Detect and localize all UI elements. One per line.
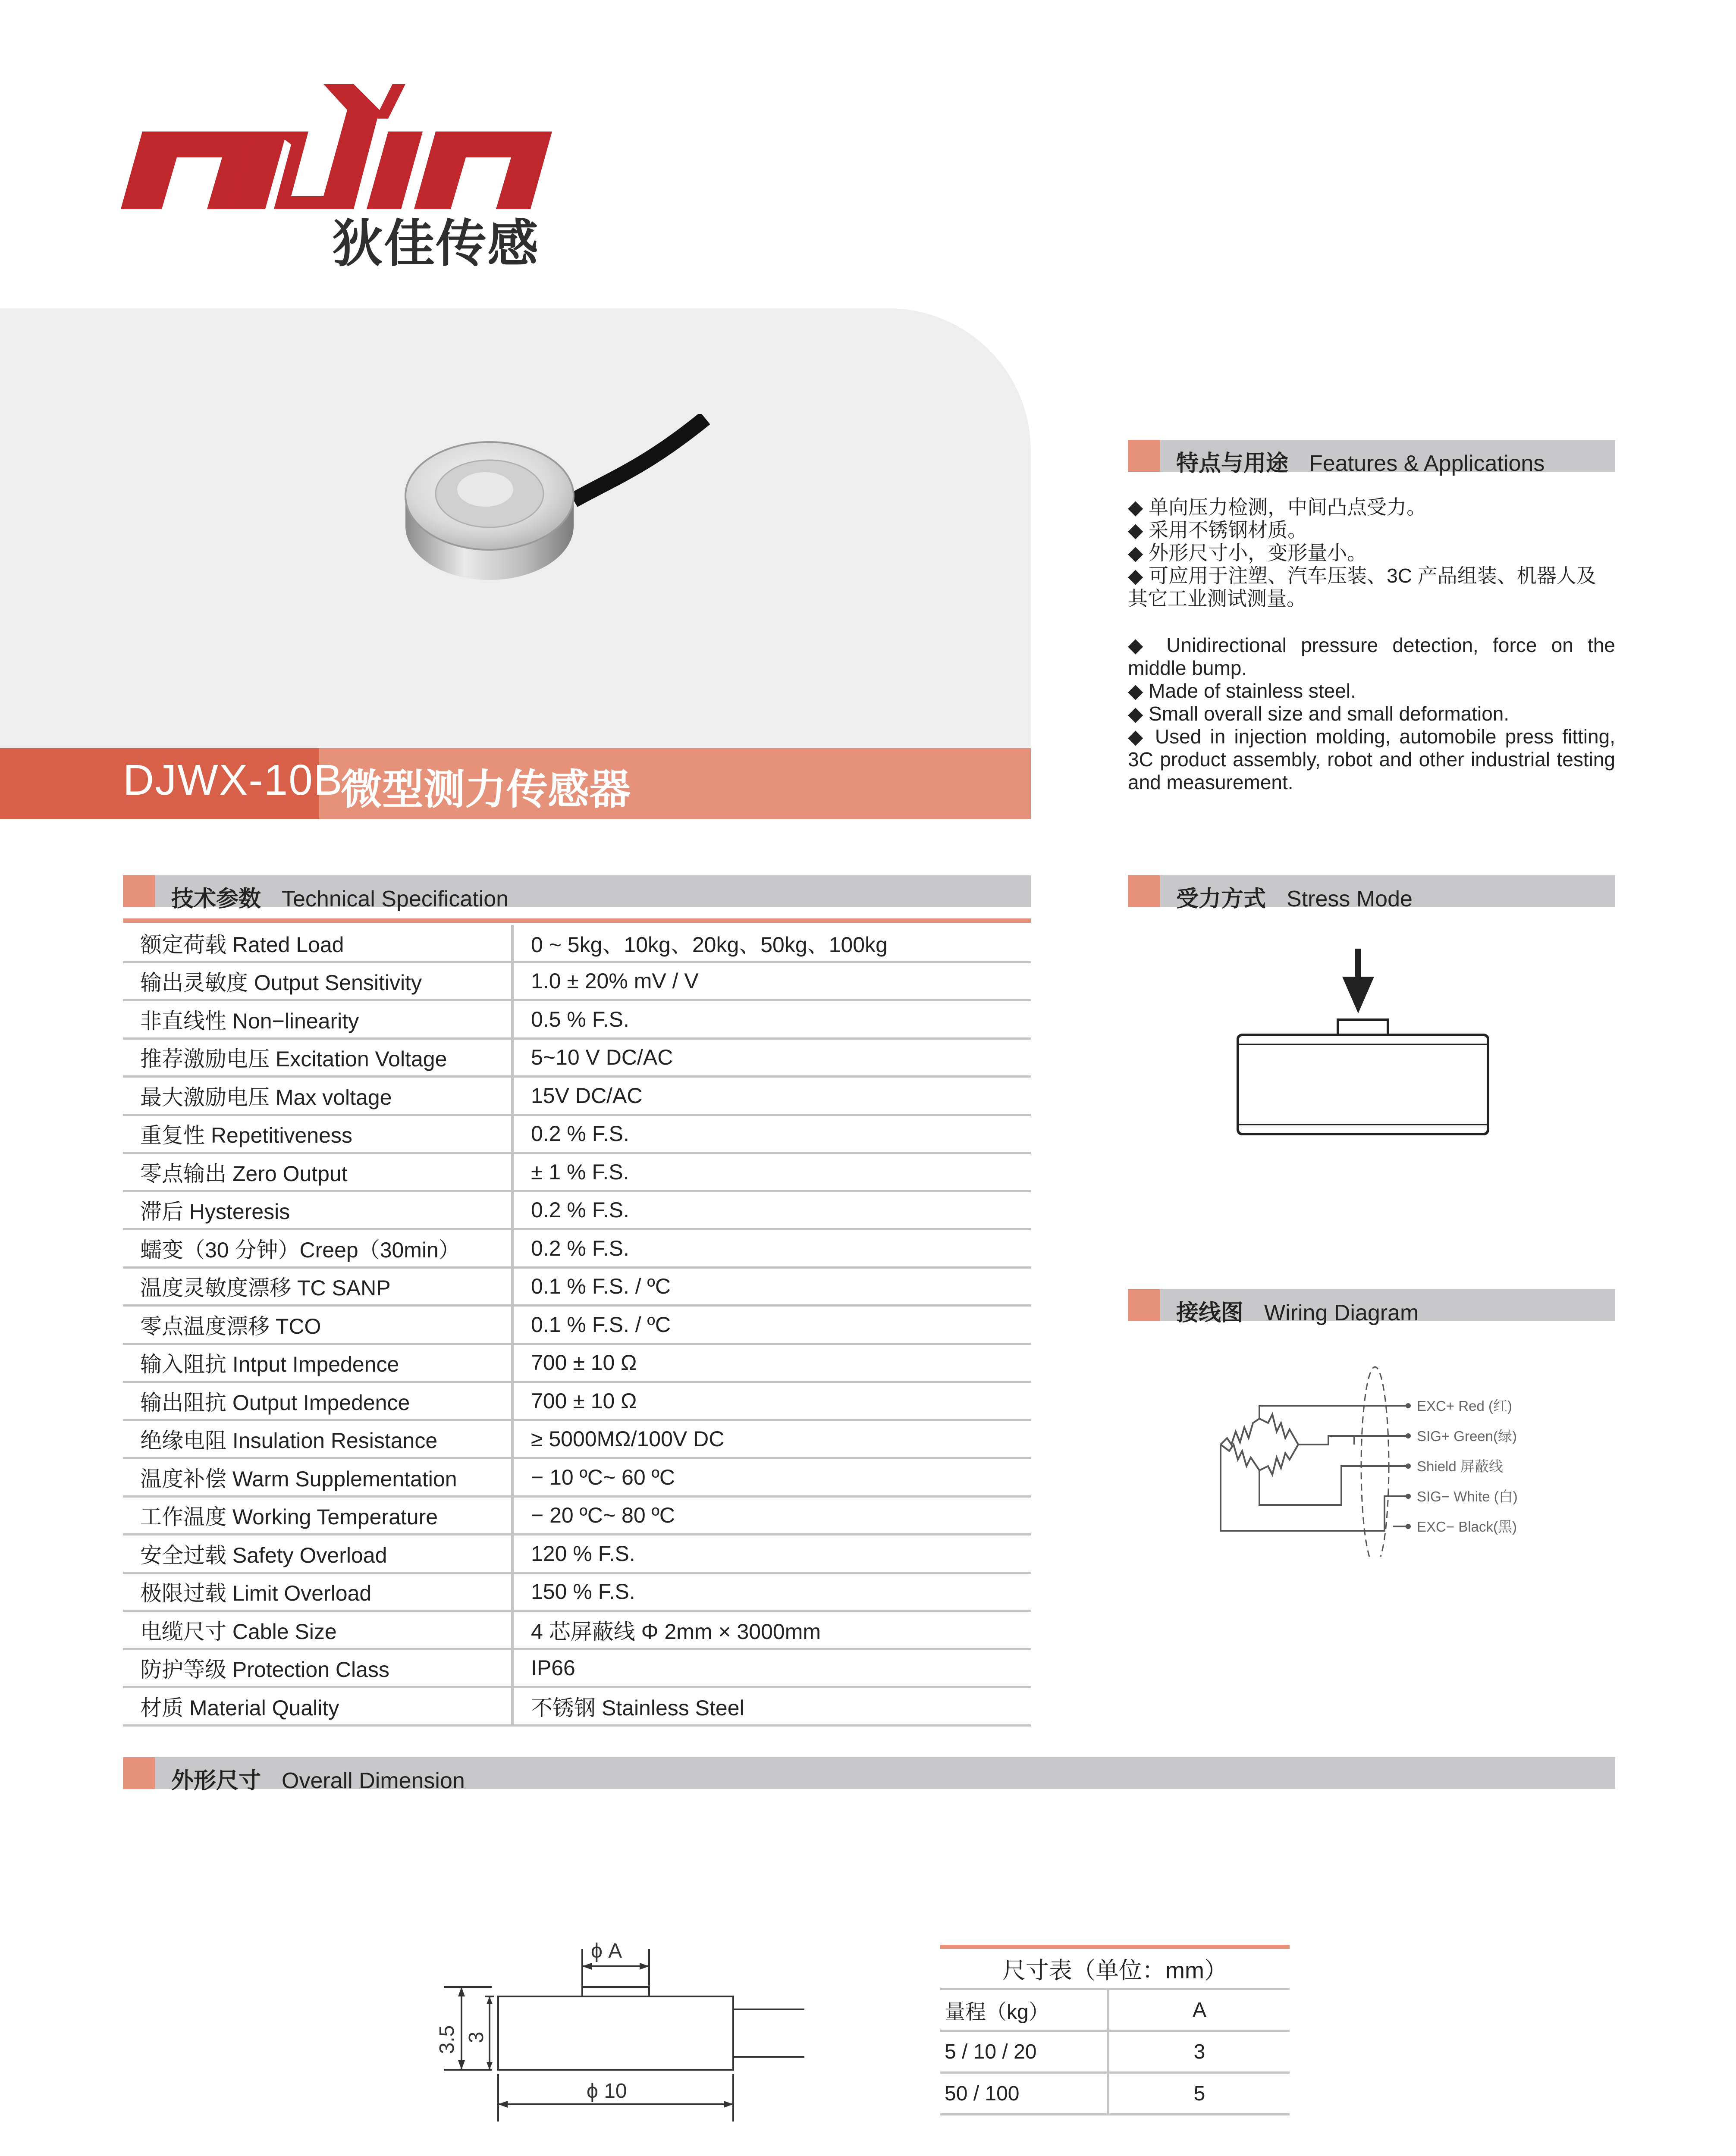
section-chip [123, 1757, 155, 1789]
table-row [123, 1344, 1031, 1382]
table-row [940, 2031, 1290, 2073]
stress-header-en: Stress Mode [1287, 887, 1413, 912]
spec-value: 0.2 % F.S. [512, 1115, 1031, 1153]
spec-label: 额定荷载 Rated Load [123, 925, 512, 962]
feature-en-2: ◆ Made of stainless steel. [1128, 680, 1356, 702]
section-chip [123, 875, 155, 907]
spec-header [123, 875, 1031, 912]
spec-label: 输入阻抗 Intput Impedence [123, 1344, 512, 1382]
spec-label: 绝缘电阻 Insulation Resistance [123, 1420, 512, 1458]
table-row [123, 1420, 1031, 1458]
spec-value: 700 ± 10 Ω [512, 1382, 1031, 1420]
spec-value: 15V DC/AC [512, 1077, 1031, 1115]
dim-label-3: 3 [465, 2031, 488, 2043]
spec-table [123, 925, 1031, 1727]
features-header-en: Features & Applications [1309, 451, 1545, 476]
feature-en-4: ◆ Used in injection molding, automobile press fitting, 3C product assembly, robot and other industrial testing and measurement. [1128, 725, 1615, 793]
spec-label: 零点输出 Zero Output [123, 1153, 512, 1191]
spec-value: 5~10 V DC/AC [512, 1038, 1031, 1077]
table-row [123, 962, 1031, 1000]
feature-cn-1: ◆ 单向压力检测，中间凸点受力。 [1128, 496, 1427, 518]
table-row [123, 1115, 1031, 1153]
spec-value: 0.2 % F.S. [512, 1229, 1031, 1268]
spec-value: ≥ 5000MΩ/100V DC [512, 1420, 1031, 1458]
dimension-table-title: 尺寸表（单位：mm） [940, 1947, 1290, 1989]
spec-label: 非直线性 Non−linearity [123, 1000, 512, 1039]
wire-label-exc-minus: EXC− Black(黑) [1417, 1519, 1517, 1535]
table-row [123, 1038, 1031, 1077]
dimension-table [940, 1945, 1290, 2115]
features-header [1128, 440, 1615, 476]
spec-value: 0.5 % F.S. [512, 1000, 1031, 1039]
spec-label: 重复性 Repetitiveness [123, 1115, 512, 1153]
stress-header-cn: 受力方式 [1176, 887, 1266, 912]
stress-mode-diagram [1229, 944, 1497, 1147]
dimension-range: 50 / 100 [940, 2073, 1108, 2115]
spec-value: 120 % F.S. [512, 1535, 1031, 1573]
dimension-range: 5 / 10 / 20 [940, 2031, 1108, 2073]
feature-en-1: ◆ Unidirectional pressure detection, force on the middle bump. [1128, 634, 1615, 679]
spec-value: 0 ~ 5kg、10kg、20kg、50kg、100kg [512, 925, 1031, 962]
section-chip [1128, 440, 1160, 472]
section-chip [1128, 1289, 1160, 1321]
spec-label: 电缆尺寸 Cable Size [123, 1611, 512, 1649]
dimension-col-val: A [1108, 1989, 1290, 2031]
dimension-header [123, 1757, 1615, 1793]
spec-value: 150 % F.S. [512, 1573, 1031, 1611]
product-photo [388, 414, 725, 655]
table-row [123, 1077, 1031, 1115]
table-row [123, 1458, 1031, 1497]
spec-label: 蠕变（30 分钟）Creep（30min） [123, 1229, 512, 1268]
spec-label: 极限过载 Limit Overload [123, 1573, 512, 1611]
wire-label-sig-minus: SIG− White (白) [1417, 1489, 1518, 1504]
spec-header-cn: 技术参数 [171, 887, 261, 912]
spec-value: ± 1 % F.S. [512, 1153, 1031, 1191]
features-header-cn: 特点与用途 [1176, 451, 1289, 476]
spec-value: − 20 ºC~ 80 ºC [512, 1496, 1031, 1535]
spec-label: 滞后 Hysteresis [123, 1191, 512, 1229]
spec-label: 安全过载 Safety Overload [123, 1535, 512, 1573]
spec-value: 700 ± 10 Ω [512, 1344, 1031, 1382]
table-row [123, 1611, 1031, 1649]
table-row [123, 1382, 1031, 1420]
wire-label-sig-plus: SIG+ Green(绿) [1417, 1428, 1517, 1444]
section-chip [1128, 875, 1160, 907]
wire-label-shield: Shield 屏蔽线 [1417, 1458, 1503, 1474]
wire-label-exc-plus: EXC+ Red (红) [1417, 1398, 1512, 1414]
spec-label: 材质 Material Quality [123, 1687, 512, 1726]
table-row [123, 1229, 1031, 1268]
table-row [123, 1306, 1031, 1344]
spec-label: 推荐激励电压 Excitation Voltage [123, 1038, 512, 1077]
dim-label-a: ϕ A [591, 1940, 622, 1962]
spec-label: 防护等级 Protection Class [123, 1649, 512, 1687]
stress-header [1128, 875, 1615, 912]
product-model: DJWX-10B [123, 756, 343, 804]
spec-value: 不锈钢 Stainless Steel [512, 1687, 1031, 1726]
feature-en-3: ◆ Small overall size and small deformation. [1128, 702, 1510, 725]
table-row [123, 1687, 1031, 1726]
spec-label: 输出阻抗 Output Impedence [123, 1382, 512, 1420]
dimension-a: 5 [1108, 2073, 1290, 2115]
feature-cn-3: ◆ 外形尺寸小，变形量小。 [1128, 542, 1367, 564]
table-row [123, 925, 1031, 962]
brand-name: 狄佳传感 [332, 216, 540, 273]
spec-table-topline [123, 918, 1031, 923]
force-arrow-icon [1342, 949, 1374, 1013]
dim-label-10: ϕ 10 [587, 2080, 627, 2103]
wiring-header [1128, 1289, 1615, 1326]
table-row [123, 1573, 1031, 1611]
spec-value: 0.1 % F.S. / ºC [512, 1306, 1031, 1344]
spec-label: 温度灵敏度漂移 TC SANP [123, 1267, 512, 1306]
spec-label: 最大激励电压 Max voltage [123, 1077, 512, 1115]
feature-cn-4: ◆ 可应用于注塑、汽车压装、3C 产品组装、机器人及其它工业测试测量。 [1128, 564, 1596, 610]
wiring-header-en: Wiring Diagram [1264, 1300, 1419, 1326]
table-row [123, 1535, 1031, 1573]
spec-value: 1.0 ± 20% mV / V [512, 962, 1031, 1000]
table-row [123, 1267, 1031, 1306]
spec-value: 0.2 % F.S. [512, 1191, 1031, 1229]
dim-label-3-5: 3.5 [436, 2025, 458, 2054]
spec-value: − 10 ºC~ 60 ºC [512, 1458, 1031, 1497]
dimension-col-key: 量程（kg） [940, 1989, 1108, 2031]
product-name: 微型测力传感器 [341, 767, 631, 813]
feature-cn-2: ◆ 采用不锈钢材质。 [1128, 519, 1308, 541]
table-row [123, 1153, 1031, 1191]
table-row [123, 1649, 1031, 1687]
wiring-diagram [1212, 1358, 1600, 1557]
table-row [940, 1989, 1290, 2031]
spec-label: 输出灵敏度 Output Sensitivity [123, 962, 512, 1000]
sensor-body [1238, 1035, 1488, 1134]
table-row [123, 1191, 1031, 1229]
spec-value: 0.1 % F.S. / ºC [512, 1267, 1031, 1306]
dimension-header-en: Overall Dimension [282, 1768, 465, 1793]
spec-label: 零点温度漂移 TCO [123, 1306, 512, 1344]
spec-label: 温度补偿 Warm Supplementation [123, 1458, 512, 1497]
table-row [123, 1000, 1031, 1039]
table-row [940, 2073, 1290, 2115]
dimension-header-cn: 外形尺寸 [171, 1768, 261, 1793]
dimension-drawing [405, 1932, 819, 2134]
spec-value: IP66 [512, 1649, 1031, 1687]
spec-label: 工作温度 Working Temperature [123, 1496, 512, 1535]
spec-header-en: Technical Specification [282, 887, 509, 912]
wiring-header-cn: 接线图 [1176, 1300, 1244, 1326]
spec-value: 4 芯屏蔽线 Φ 2mm × 3000mm [512, 1611, 1031, 1649]
features-list [1128, 496, 1615, 794]
table-row [123, 1496, 1031, 1535]
dimension-a: 3 [1108, 2031, 1290, 2073]
